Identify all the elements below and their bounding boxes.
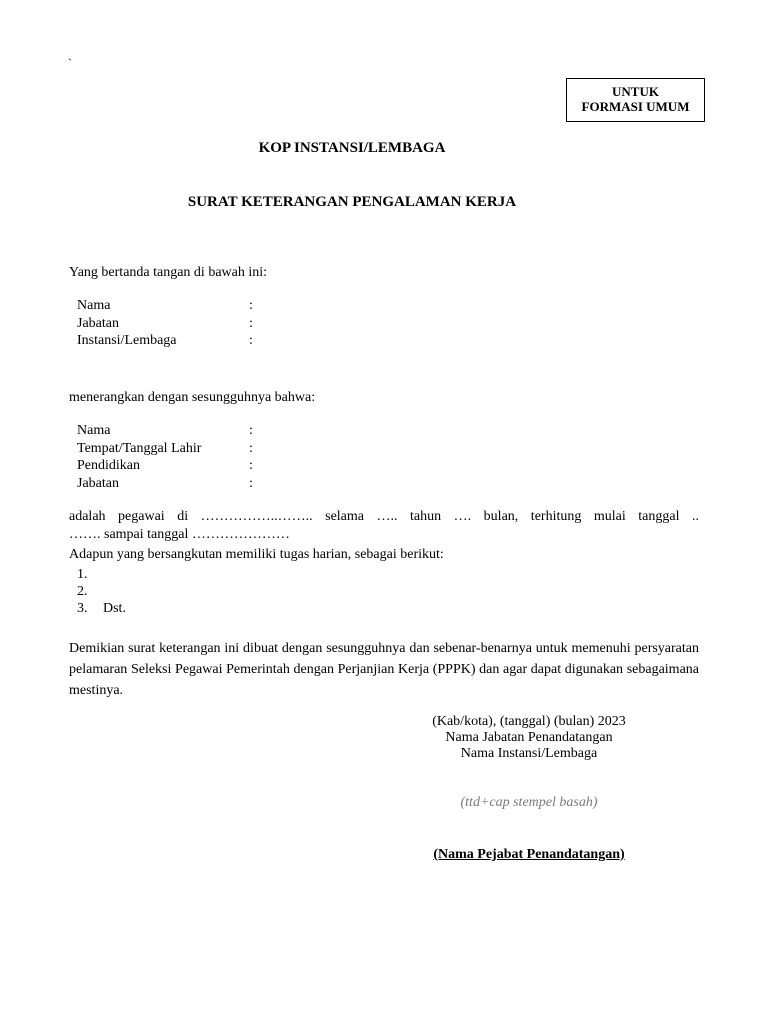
tasks-list — [77, 566, 126, 617]
employee-field-jabatan — [77, 475, 261, 493]
stamp-note: (ttd+cap stempel basah) — [460, 795, 598, 810]
signer-institution: Nama Instansi/Lembaga — [460, 746, 598, 762]
formasi-label-line-1: UNTUK — [612, 84, 659, 100]
field-colon: : — [249, 298, 253, 313]
letterhead-placeholder: KOP INSTANSI/LEMBAGA — [258, 140, 446, 156]
employment-line-1: adalah pegawai di ……………..…….. selama ….. tahun …. bulan, terhitung mulai tanggal .. — [69, 509, 699, 524]
field-colon: : — [249, 333, 253, 348]
signer-field-instansi — [77, 332, 261, 350]
signer-field-nama — [77, 297, 261, 315]
formasi-label-line-2: FORMASI UMUM — [581, 99, 690, 114]
closing-paragraph: Demikian surat keterangan ini dibuat dengan sesungguhnya dan sebenar-benarnya untuk memenuhi persyaratan pelamaran Seleksi Pegawai Pemerintah dengan Perjanjian Kerja (PPPK) dan agar dapat digunakan sebagaimana mestinya. — [69, 641, 699, 698]
list-item — [77, 583, 126, 600]
intro-text: Yang bertanda tangan di bawah ini: — [69, 265, 268, 280]
field-colon: : — [249, 458, 253, 473]
field-colon: : — [249, 315, 253, 331]
document-title: SURAT KETERANGAN PENGALAMAN KERJA — [187, 194, 517, 210]
field-label: Pendidikan — [77, 458, 140, 473]
place-date: (Kab/kota), (tanggal) (bulan) 2023 — [432, 714, 626, 729]
field-label: Nama — [77, 298, 111, 313]
field-label: Jabatan — [77, 475, 119, 491]
employment-period-paragraph — [69, 508, 699, 543]
field-colon: : — [249, 475, 253, 491]
signer-fields — [77, 297, 261, 350]
field-label: Nama — [77, 423, 111, 438]
field-colon: : — [249, 423, 253, 438]
signature-block — [419, 714, 639, 762]
field-label: Jabatan — [77, 315, 119, 331]
formasi-umum-box — [566, 78, 705, 122]
task-number: 2. — [77, 584, 88, 599]
field-colon: : — [249, 440, 253, 456]
employee-field-nama — [77, 422, 261, 440]
stray-mark: ` — [68, 56, 72, 70]
tasks-intro: Adapun yang bersangkutan memiliki tugas harian, sebagai berikut: — [69, 547, 444, 562]
task-number: 3. — [77, 601, 88, 616]
employee-field-pendidikan — [77, 457, 261, 475]
task-text: Dst. — [103, 601, 126, 616]
employee-field-ttl — [77, 440, 261, 458]
employment-line-2: ……. sampai tanggal ………………… — [69, 526, 290, 542]
signer-name: (Nama Pejabat Penandatangan) — [433, 847, 625, 862]
list-item — [77, 600, 126, 617]
field-label: Instansi/Lembaga — [77, 333, 177, 348]
field-label: Tempat/Tanggal Lahir — [77, 440, 202, 456]
signer-position: Nama Jabatan Penandatangan — [445, 730, 613, 746]
task-number: 1. — [77, 567, 88, 582]
statement-text: menerangkan dengan sesungguhnya bahwa: — [69, 390, 316, 405]
signer-field-jabatan — [77, 315, 261, 333]
list-item — [77, 566, 126, 583]
employee-fields — [77, 422, 261, 492]
